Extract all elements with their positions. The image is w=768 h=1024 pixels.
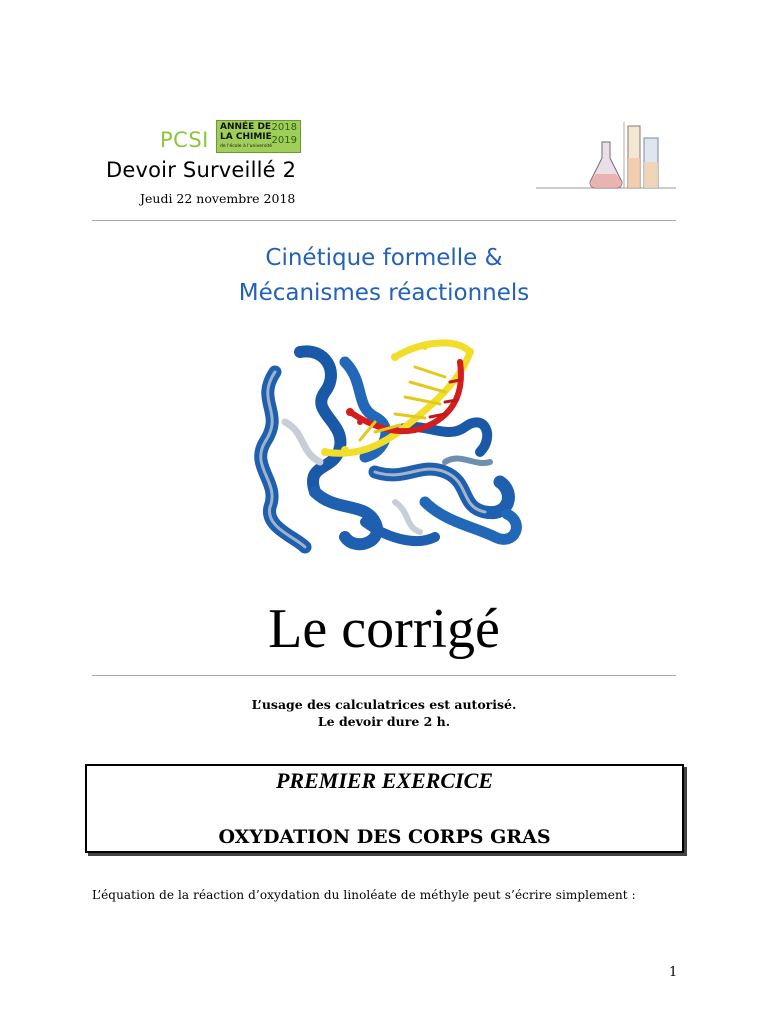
badge-line2: LA CHIMIE [220, 132, 272, 142]
calculator-note: L’usage des calculatrices est autorisé. [251, 697, 517, 712]
exercise-title: PREMIER EXERCICE [275, 768, 494, 793]
protein-dna-structure-image [245, 322, 535, 567]
page-number: 1 [669, 965, 678, 980]
lab-flasks-icon [536, 118, 676, 192]
duration-note: Le devoir dure 2 h. [317, 714, 451, 729]
exercise-subtitle: OXYDATION DES CORPS GRAS [218, 826, 551, 848]
devoir-date: Jeudi 22 novembre 2018 [140, 191, 296, 206]
subtitle-line2: Mécanismes réactionnels [238, 280, 530, 306]
badge-line3: de l'école à l'université [220, 144, 273, 149]
divider-bottom [92, 675, 676, 676]
badge-year1: 2018 [271, 122, 297, 133]
badge-year2: 2019 [271, 135, 297, 146]
devoir-title: Devoir Surveillé 2 [106, 158, 297, 182]
pcsi-label: PCSI [160, 128, 209, 152]
divider-top [92, 220, 676, 221]
equation-intro-text: L’équation de la réaction d’oxydation du linoléate de méthyle peut s’écrire simplement : [92, 888, 636, 902]
main-title: Le corrigé [268, 598, 500, 660]
annee-chimie-logo [216, 120, 301, 153]
subtitle-line1: Cinétique formelle & [265, 245, 503, 271]
badge-line1: ANNÉE DE [220, 122, 272, 132]
